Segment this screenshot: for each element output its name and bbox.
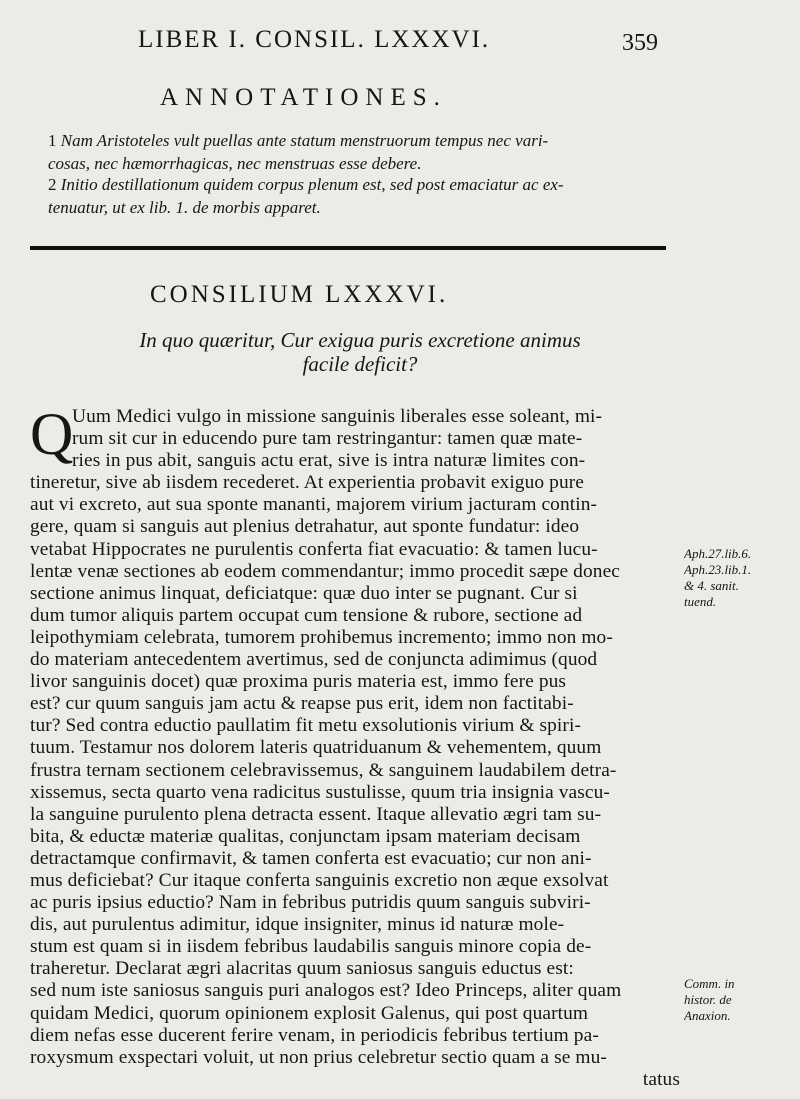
body-line: stum est quam si in iisdem febribus laudabilis sanguis minore copia de-	[30, 936, 592, 958]
note-number: 1	[48, 131, 57, 150]
body-line: diem nefas esse ducerent ferire venam, in periodicis febribus tertium pa-	[30, 1024, 599, 1046]
margin-note-commentary	[684, 976, 800, 1024]
margin-note-line: & 4. sanit.	[684, 578, 739, 593]
body-line: tineretur, sive ab iisdem recederet. At experientia probavit exiguo pure	[30, 472, 584, 494]
body-line: gere, quam si sanguis aut plenius detrahatur, aut sponte fundatur: ideo	[30, 516, 580, 538]
margin-note-line: histor. de	[684, 992, 732, 1007]
consilium-title: CONSILIUM LXXXVI.	[150, 281, 449, 308]
body-line: sed num iste saniosus sanguis puri analogos est? Ideo Princeps, aliter quam	[30, 980, 622, 1002]
running-title: LIBER I. CONSIL. LXXXVI.	[138, 26, 491, 53]
body-line: ries in pus abit, sanguis actu erat, sive is intra naturæ limites con-	[72, 450, 586, 472]
annotation-note-2	[48, 174, 688, 219]
body-line: traheretur. Declarat ægri alacritas quum saniosus sanguis eductus est:	[30, 958, 574, 980]
body-line: livor sanguinis docet) quæ proxima puris materia est, immo fere pus	[30, 671, 567, 693]
note-line: tenuatur, ut ex lib. 1. de morbis apparet.	[48, 197, 321, 217]
body-line: leipothymiam celebrata, tumorem prohibemus incremento; immo non mo-	[30, 626, 613, 648]
body-line: bita, & eductæ materiæ qualitas, conjunctam ipsam materiam decisam	[30, 825, 581, 847]
body-line: vetabat Hippocrates ne purulentis conferta fiat evacuatio: & tamen lucu-	[30, 538, 598, 560]
body-line: tatus	[642, 1068, 680, 1090]
body-line: do materiam antecedentem avertimus, sed de conjuncta adimimus (quod	[30, 649, 598, 671]
subtitle-line: facile deficit?	[302, 352, 418, 376]
margin-note-line: Anaxion.	[684, 1008, 731, 1023]
body-line: tur? Sed contra eductio paullatim fit metu exsolutionis virium & spiri-	[30, 715, 582, 737]
body-line: roxysmum exspectari voluit, ut non prius celebretur sectio quam a se mu-	[30, 1046, 607, 1068]
margin-note-line: tuend.	[684, 594, 717, 609]
annotation-note-1	[48, 130, 688, 175]
body-line: la sanguine purulento plena detracta essent. Itaque allevatio ægri tam su-	[30, 803, 602, 825]
body-line: est? cur quum sanguis jam actu & reapse pus erit, idem non factitabi-	[30, 693, 574, 715]
body-line: detractamque confirmavit, & tamen conferta est evacuatio; cur non ani-	[30, 847, 592, 869]
note-line: cosas, nec hæmorrhagicas, nec menstruas esse debere.	[48, 153, 422, 173]
consilium-subtitle	[60, 328, 660, 376]
section-divider	[30, 246, 666, 250]
body-line: frustra ternam sectionem celebravissemus, & sanguinem laudabilem detra-	[30, 759, 617, 781]
body-line: aut vi excreto, aut sua sponte mananti, majorem virium jacturam contin-	[30, 494, 598, 516]
note-line: Nam Aristoteles vult puellas ante statum menstruorum tempus nec vari-	[60, 131, 549, 150]
body-line: xissemus, secta quarto vena radicitus sustulisse, quum tria insignia vascu-	[30, 781, 610, 803]
body-line: ac puris ipsius eductio? Nam in febribus putridis quum sanguis subviri-	[30, 892, 591, 914]
margin-note-line: Comm. in	[684, 976, 735, 991]
note-number: 2	[48, 175, 57, 194]
body-line: lentæ venæ sectiones ab eodem commendantur; immo procedit sæpe donec	[30, 560, 620, 582]
body-line: mus deficiebat? Cur itaque conferta sanguinis excretio non æque exsolvat	[30, 869, 609, 891]
margin-note-line: Aph.27.lib.6.	[684, 546, 752, 561]
body-line: Uum Medici vulgo in missione sanguinis liberales esse soleant, mi-	[72, 406, 603, 427]
body-line: dis, aut purulentus adimitur, idque insigniter, minus id naturæ mole-	[30, 914, 565, 936]
page-number: 359	[622, 30, 658, 56]
margin-note-line: Aph.23.lib.1.	[684, 562, 752, 577]
annotations-title: ANNOTATIONES.	[160, 84, 447, 111]
margin-note-aphorisms	[684, 546, 800, 610]
consilium-body	[30, 401, 680, 1091]
note-line: Initio destillationum quidem corpus plenum est, sed post emaciatur ac ex-	[60, 175, 564, 194]
body-line: rum sit cur in educendo pure tam restringantur: tamen quæ mate-	[72, 428, 583, 450]
body-line: dum tumor aliquis partem occupat cum tensione & rubore, sectione ad	[30, 604, 583, 626]
drop-cap: Q	[30, 401, 74, 467]
body-line: quidam Medici, quorum opinionem explosit Galenus, qui post quartum	[30, 1002, 589, 1024]
body-line: sectione animus linquat, deficiatque: quæ duo inter se pugnant. Cur si	[30, 582, 578, 604]
body-line: tuum. Testamur nos dolorem lateris quatriduanum & vehementem, quum	[30, 737, 602, 759]
subtitle-line: In quo quæritur, Cur exigua puris excretione animus	[139, 328, 581, 352]
